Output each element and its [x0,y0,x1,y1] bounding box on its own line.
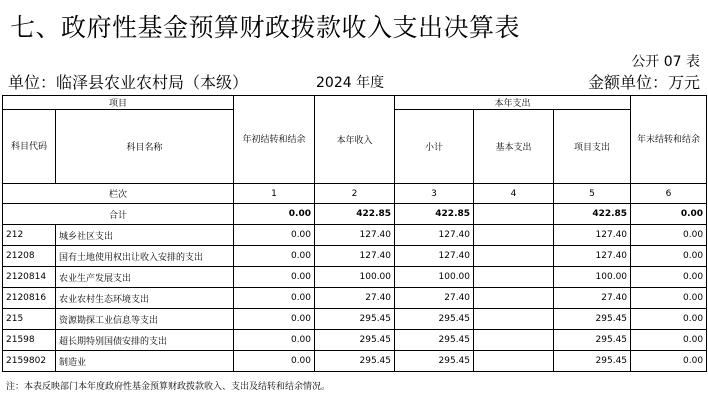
row-project: 295.45 [554,330,631,351]
header-begin-balance: 年初结转和结余 [234,96,315,184]
header-item: 项目 [3,96,234,110]
total-income: 422.85 [315,204,395,225]
column-row-label: 栏次 [3,184,234,204]
row-code: 2159802 [3,351,56,372]
row-end: 0.00 [631,225,707,246]
row-basic [474,330,554,351]
row-code: 215 [3,309,56,330]
row-subtotal: 295.45 [395,309,474,330]
row-name: 农业农村生态环境支出 [56,288,234,309]
row-income: 295.45 [315,330,395,351]
row-basic [474,246,554,267]
column-num: 5 [554,184,631,204]
row-end: 0.00 [631,246,707,267]
row-project: 295.45 [554,309,631,330]
row-income: 100.00 [315,267,395,288]
header-subtotal: 小计 [395,110,474,184]
row-begin: 0.00 [234,309,315,330]
header-subject-name: 科目名称 [56,110,234,184]
row-begin: 0.00 [234,288,315,309]
row-income: 127.40 [315,225,395,246]
row-begin: 0.00 [234,267,315,288]
row-begin: 0.00 [234,246,315,267]
page-title: 七、政府性基金预算财政拨款收入支出决算表 [10,13,521,42]
row-subtotal: 100.00 [395,267,474,288]
row-project: 27.40 [554,288,631,309]
row-code: 2120814 [3,267,56,288]
column-num: 6 [631,184,707,204]
row-name: 超长期特别国债安排的支出 [56,330,234,351]
row-end: 0.00 [631,288,707,309]
row-name: 农业生产发展支出 [56,267,234,288]
row-begin: 0.00 [234,330,315,351]
footnote: 注：本表反映部门本年度政府性基金预算财政拨款收入、支出及结转和结余情况。 [6,382,331,392]
row-subtotal: 127.40 [395,225,474,246]
table-row [3,246,707,267]
row-basic [474,225,554,246]
budget-table [2,95,707,372]
row-basic [474,267,554,288]
row-basic [474,288,554,309]
table-row [3,309,707,330]
column-num: 3 [395,184,474,204]
row-end: 0.00 [631,330,707,351]
row-code: 212 [3,225,56,246]
header-basic: 基本支出 [474,110,554,184]
row-income: 295.45 [315,309,395,330]
table-row [3,267,707,288]
row-subtotal: 295.45 [395,330,474,351]
row-project: 127.40 [554,225,631,246]
row-code: 2120816 [3,288,56,309]
header-subject-code: 科目代码 [3,110,56,184]
total-project: 422.85 [554,204,631,225]
row-basic [474,309,554,330]
row-basic [474,351,554,372]
row-code: 21598 [3,330,56,351]
row-project: 127.40 [554,246,631,267]
row-subtotal: 127.40 [395,246,474,267]
table-code: 公开 07 表 [631,54,700,70]
row-name: 国有土地使用权出让收入安排的支出 [56,246,234,267]
row-begin: 0.00 [234,225,315,246]
header-income: 本年收入 [315,96,395,184]
total-basic [474,204,554,225]
table-row [3,351,707,372]
row-name: 城乡社区支出 [56,225,234,246]
header-expenditure: 本年支出 [395,96,631,110]
row-end: 0.00 [631,351,707,372]
total-end: 0.00 [631,204,707,225]
row-income: 27.40 [315,288,395,309]
row-income: 295.45 [315,351,395,372]
total-row [3,204,707,225]
row-end: 0.00 [631,309,707,330]
row-name: 制造业 [56,351,234,372]
header-project: 项目支出 [554,110,631,184]
row-code: 21208 [3,246,56,267]
table-row [3,288,707,309]
table-row [3,330,707,351]
table-row [3,225,707,246]
column-num: 2 [315,184,395,204]
row-subtotal: 27.40 [395,288,474,309]
row-name: 资源勘探工业信息等支出 [56,309,234,330]
column-num: 1 [234,184,315,204]
total-subtotal: 422.85 [395,204,474,225]
row-project: 295.45 [554,351,631,372]
unit-label: 单位：临泽县农业农村局（本级） [8,73,249,92]
row-end: 0.00 [631,267,707,288]
year-label: 2024 年度 [316,75,385,91]
amount-unit-label: 金额单位：万元 [587,73,700,92]
row-subtotal: 295.45 [395,351,474,372]
column-num: 4 [474,184,554,204]
row-begin: 0.00 [234,351,315,372]
row-project: 100.00 [554,267,631,288]
row-income: 127.40 [315,246,395,267]
total-begin: 0.00 [234,204,315,225]
total-label: 合计 [3,204,234,225]
header-end-balance: 年末结转和结余 [631,96,707,184]
